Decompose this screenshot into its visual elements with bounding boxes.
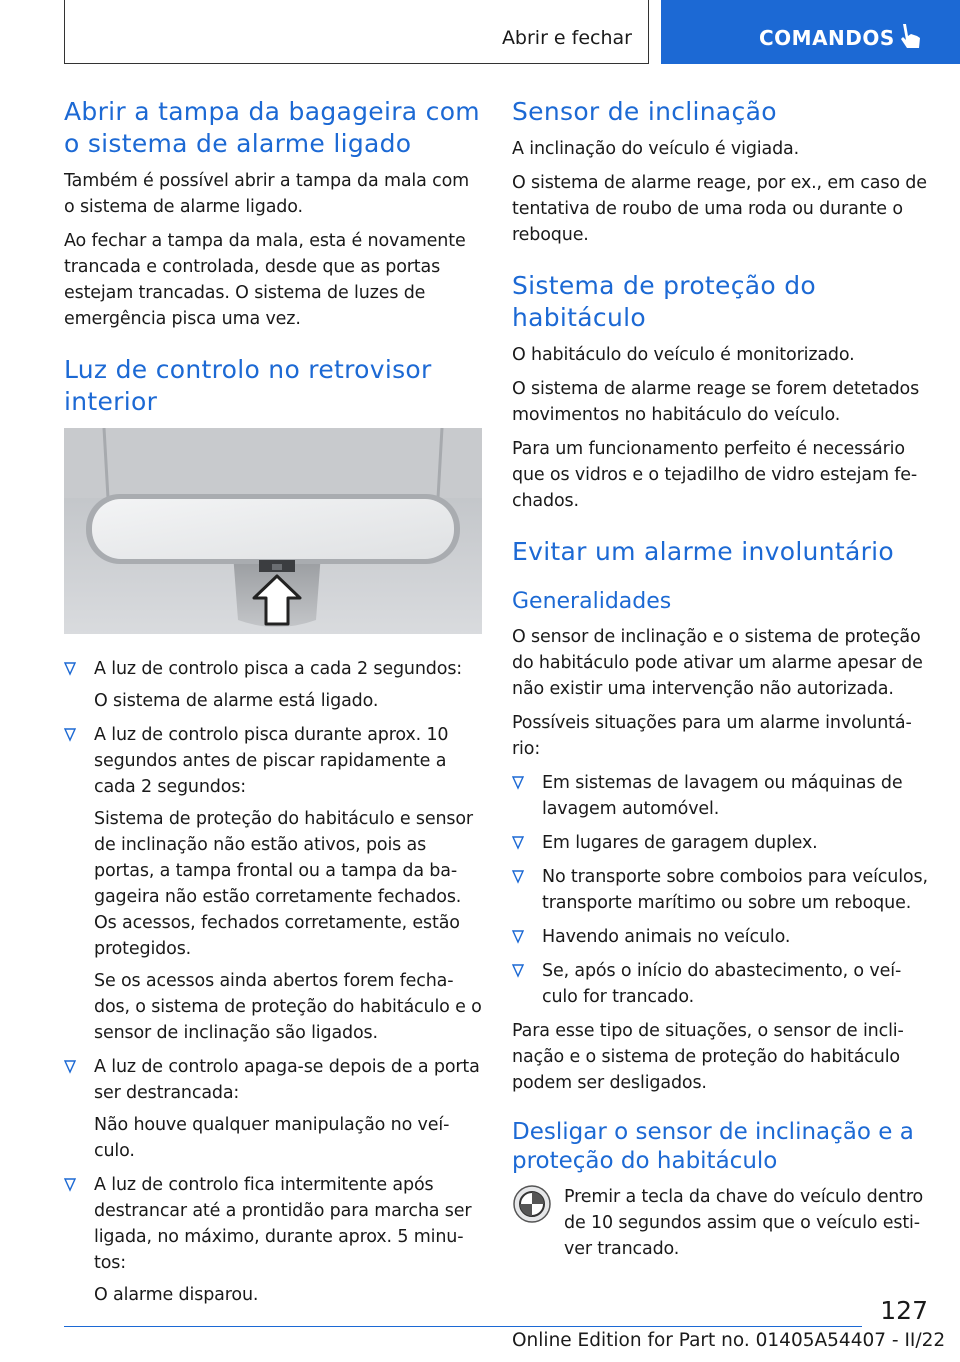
list-item-text: Se, após o início do abastecimento, o veículo for trancado. — [542, 961, 902, 1007]
list-item — [512, 924, 930, 950]
list-item-text: A luz de controlo apaga-se depois de a porta ser destrancada: — [94, 1057, 480, 1103]
chapter-tab-label: COMANDOS — [759, 26, 895, 50]
triangle-bullet-icon — [512, 964, 524, 978]
paragraph: Para esse tipo de situações, o sensor de inclinação e o sistema de proteção do habitáculo podem ser desligados. — [512, 1021, 904, 1093]
left-column — [64, 96, 482, 1316]
list-item-text: A luz de controlo fica intermitente após destrancar até a prontidão para marcha ser ligada, no máximo, durante aprox. 5 minutos: — [94, 1175, 472, 1273]
list-item-text: Em sistemas de lavagem ou máquinas de lavagem automóvel. — [542, 773, 903, 819]
control-light-list — [64, 656, 482, 1308]
paragraph: O habitáculo do veículo é monitorizado. — [512, 345, 855, 365]
footer-divider — [64, 1326, 862, 1327]
list-item-text: Havendo animais no veículo. — [542, 927, 791, 947]
triangle-bullet-icon — [64, 1178, 76, 1192]
heading-interior-protection: Sistema de proteção do habitáculo — [512, 271, 816, 332]
paragraph: Ao fechar a tampa da mala, esta é novamente trancada e controlada, desde que as portas estejam trancadas. O sistema de luzes de emergência pisca uma vez. — [64, 231, 466, 329]
paragraph: O sistema de alarme reage, por ex., em caso de tentativa de roubo de uma roda ou durante o reboque. — [512, 173, 927, 245]
heading-trunk-alarm: Abrir a tampa da bagageira com o sistema de alarme ligado — [64, 97, 480, 158]
list-item — [512, 830, 930, 856]
paragraph: O sistema de alarme reage se forem detetados movimentos no habitáculo do veículo. — [512, 379, 920, 425]
list-item-detail: O sistema de alarme está ligado. — [94, 691, 379, 711]
triangle-bullet-icon — [512, 836, 524, 850]
heading-control-light: Luz de controlo no retrovisor interior — [64, 355, 432, 416]
paragraph: Possíveis situações para um alarme involuntário: — [512, 713, 912, 759]
hand-pointer-icon — [897, 22, 923, 52]
right-column — [512, 96, 930, 1270]
list-item-detail: O alarme disparou. — [94, 1285, 259, 1305]
false-alarm-situations-list — [512, 770, 930, 1010]
triangle-bullet-icon — [64, 728, 76, 742]
list-item — [512, 958, 930, 1010]
triangle-bullet-icon — [64, 662, 76, 676]
chapter-tab[interactable] — [661, 0, 960, 64]
section-title: Abrir e fechar — [501, 27, 632, 49]
triangle-bullet-icon — [512, 776, 524, 790]
page-number: 127 — [880, 1296, 928, 1325]
key-instruction — [512, 1184, 930, 1262]
list-item-detail: Não houve qualquer manipulação no veículo. — [94, 1115, 450, 1161]
subheading-general: Generalidades — [512, 589, 672, 614]
heading-avoid-false-alarm: Evitar um alarme involuntário — [512, 537, 894, 566]
bmw-key-button-icon — [512, 1184, 552, 1224]
paragraph: Para um funcionamento perfeito é necessário que os vidros e o tejadilho de vidro estejam fechados. — [512, 439, 918, 511]
paragraph: A inclinação do veículo é vigiada. — [512, 139, 800, 159]
triangle-bullet-icon — [512, 930, 524, 944]
list-item — [512, 770, 930, 822]
list-item-text: A luz de controlo pisca durante aprox. 10 segundos antes de piscar rapidamente a cada 2 segundos: — [94, 725, 449, 797]
triangle-bullet-icon — [64, 1060, 76, 1074]
list-item — [64, 1172, 482, 1308]
paragraph: Também é possível abrir a tampa da mala com o sistema de alarme ligado. — [64, 171, 470, 217]
list-item-detail: Se os acessos ainda abertos forem fechados, o sistema de proteção do habitáculo e o sensor de inclinação são ligados. — [94, 971, 482, 1043]
subheading-disable-sensors: Desligar o sensor de inclinação e a proteção do habitáculo — [512, 1119, 914, 1174]
list-item-text: A luz de controlo pisca a cada 2 segundos: — [94, 659, 463, 679]
rearview-mirror-image — [64, 428, 482, 634]
list-item — [512, 864, 930, 916]
list-item-text: No transporte sobre comboios para veículos, transporte marítimo ou sobre um reboque. — [542, 867, 928, 913]
paragraph: Premir a tecla da chave do veículo dentro de 10 segundos assim que o veículo estiver trancado. — [564, 1187, 924, 1259]
heading-tilt-sensor: Sensor de inclinação — [512, 97, 777, 126]
list-item — [64, 656, 482, 714]
paragraph: O sensor de inclinação e o sistema de proteção do habitáculo pode ativar um alarme apesar de não existir uma intervenção não autorizada. — [512, 627, 923, 699]
list-item-text: Em lugares de garagem duplex. — [542, 833, 818, 853]
list-item — [64, 722, 482, 1046]
triangle-bullet-icon — [512, 870, 524, 884]
header-section-box — [64, 0, 649, 64]
footer-edition: Online Edition for Part no. 01405A54407 - II/22 — [512, 1330, 946, 1351]
list-item-detail: Sistema de proteção do habitáculo e sensor de inclinação não estão ativos, pois as portas, a tampa frontal ou a tampa da bagageira não estão corretamente fechados. Os acessos, fechados corretamente, estão protegidos. — [94, 809, 473, 959]
list-item — [64, 1054, 482, 1164]
